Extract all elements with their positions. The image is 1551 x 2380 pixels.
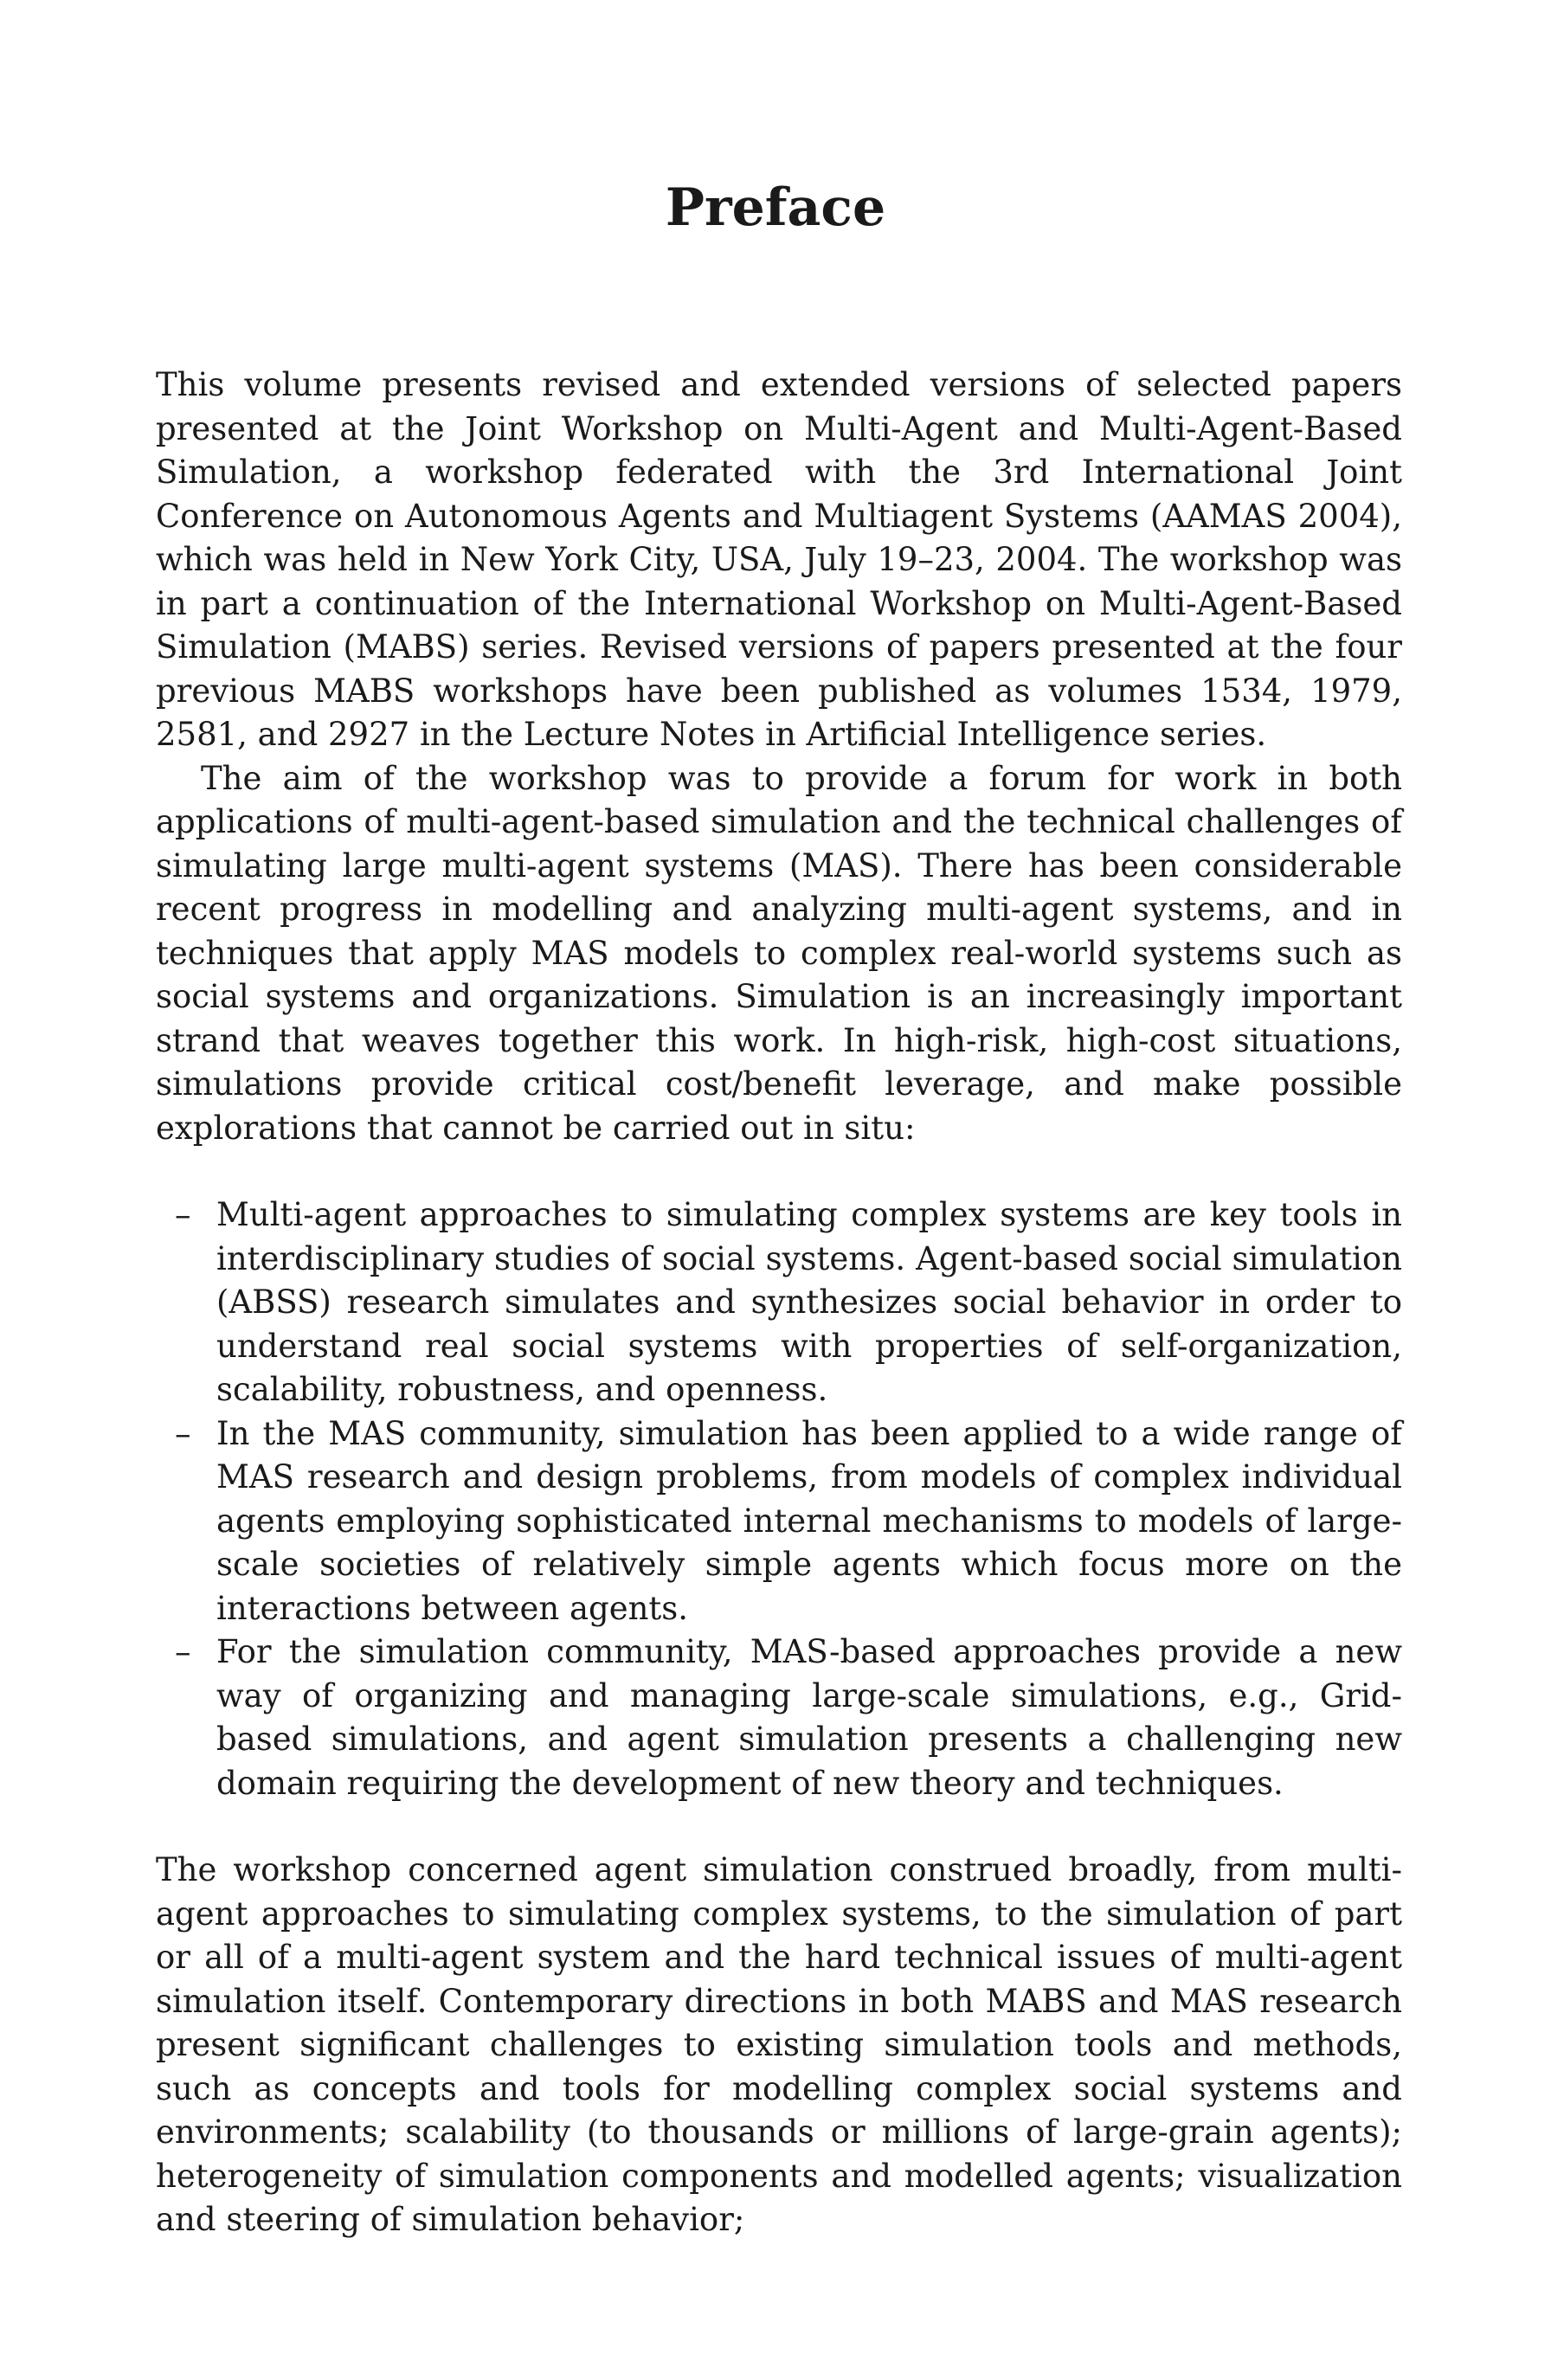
list-item-text: In the MAS community, simulation has been applied to a wide range of MAS research and design problems, from models of complex individual agents employing sophisticated internal mechanisms to models of large-scale societies of relatively simple agents which focus more on the interactions between agents. [216,1414,1402,1627]
list-item [156,1193,1402,1412]
list-item-text: For the simulation community, MAS-based approaches provide a new way of organizing and managing large-scale simulations, e.g., Grid-based simulations, and agent simulation presents a challenging new domain requiring the development of new theory and techniques. [216,1633,1402,1802]
paragraph-intro-2: The aim of the workshop was to provide a forum for work in both applications of multi-agent-based simulation and the technical challenges of simulating large multi-agent systems (MAS). There has been considerable recent progress in modelling and analyzing multi-agent systems, and in techniques that apply MAS models to complex real-world systems such as social systems and organizations. Simulation is an increasingly important strand that weaves together this work. In high-risk, high-cost situations, simulations provide critical cost/benefit leverage, and make possible explorations that cannot be carried out in situ: [156,759,1402,1147]
page-title: Preface [665,177,886,238]
list-item [156,1631,1402,1805]
preface-body [156,363,1402,2242]
list-item [156,1412,1402,1631]
bullet-list [156,1193,1402,1805]
dash-marker: – [175,1196,191,1233]
dash-marker: – [175,1414,191,1452]
list-item-text: Multi-agent approaches to simulating complex systems are key tools in interdisciplinary studies of social systems. Agent-based social simulation (ABSS) research simulates and synthesizes social behavior in order to understand real social systems with properties of self-organization, scalability, robustness, and openness. [216,1196,1402,1408]
paragraph-closing: The workshop concerned agent simulation construed broadly, from multi-agent approaches to simulating complex systems, to the simulation of part or all of a multi-agent system and the hard technical issues of multi-agent simulation itself. Contemporary directions in both MABS and MAS research present significant challenges to existing simulation tools and methods, such as concepts and tools for modelling complex social systems and environments; scalability (to thousands or millions of large-grain agents); heterogeneity of simulation components and modelled agents; visualization and steering of simulation behavior; [156,1851,1402,2238]
paragraph-intro-1: This volume presents revised and extended versions of selected papers presented at the Joint Workshop on Multi-Agent and Multi-Agent-Based Simulation, a workshop federated with the 3rd International Joint Conference on Autonomous Agents and Multiagent Systems (AAMAS 2004), which was held in New York City, USA, July 19–23, 2004. The workshop was in part a continuation of the International Workshop on Multi-Agent-Based Simulation (MABS) series. Revised versions of papers presented at the four previous MABS workshops have been published as volumes 1534, 1979, 2581, and 2927 in the Lecture Notes in Artificial Intelligence series. [156,366,1402,753]
dash-marker: – [175,1633,191,1670]
